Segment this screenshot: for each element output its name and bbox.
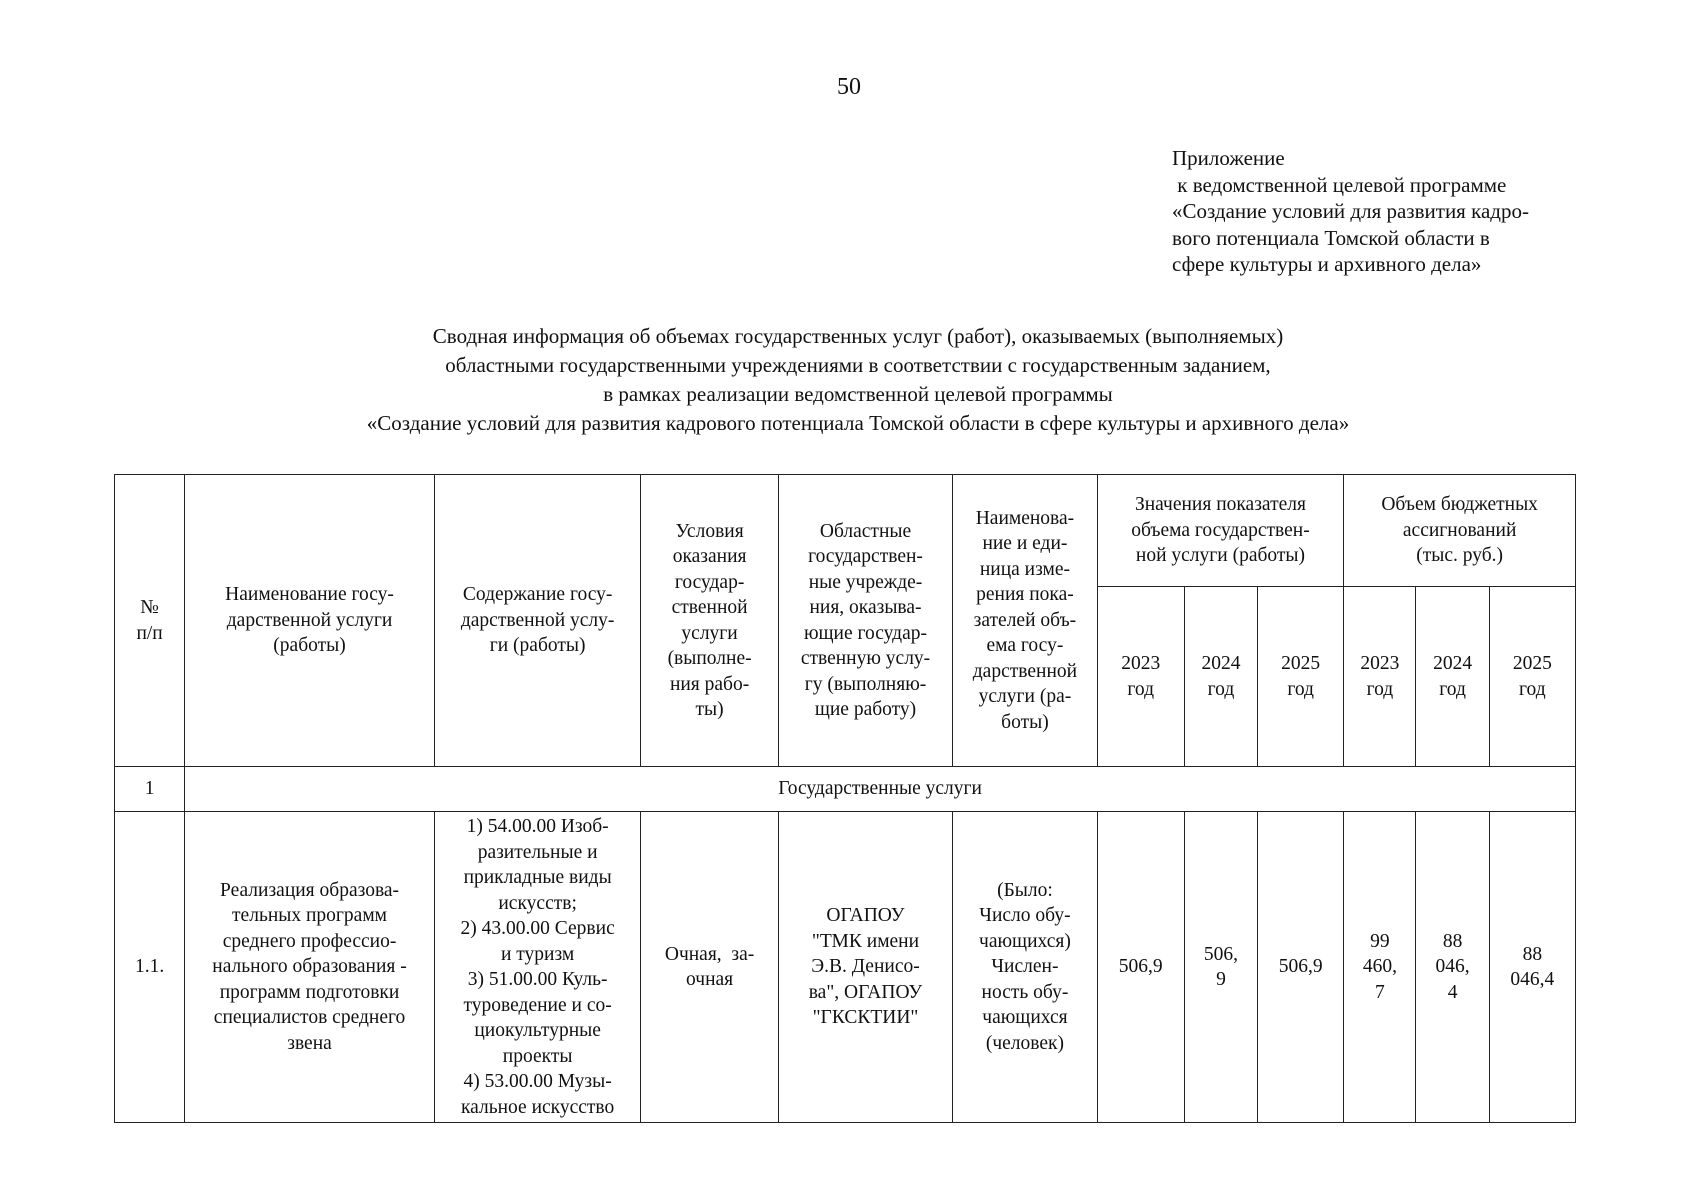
header-line: услуги: [681, 622, 738, 644]
header-line: ственную услу-: [800, 648, 931, 669]
header-line: гу (выполняю-: [804, 673, 927, 695]
cell-line: и туризм: [500, 943, 575, 965]
row-conditions: [641, 812, 778, 1123]
header-line: государ-: [674, 571, 745, 593]
header-budget: [1344, 475, 1576, 587]
year-unit: год: [1519, 678, 1546, 700]
section-title: Государственные услуги: [185, 767, 1576, 812]
appendix-note: [1172, 145, 1529, 278]
cell-line: 9: [1216, 969, 1226, 990]
appendix-line: вого потенциала Томской области в: [1172, 225, 1490, 250]
header-indicator-values: [1097, 475, 1344, 587]
header-line: Объем бюджетных: [1381, 494, 1538, 516]
appendix-line: Приложение: [1172, 146, 1285, 170]
year-value: 2024: [1433, 653, 1473, 674]
cell-line: 88: [1442, 930, 1463, 952]
header-line: ной услуги (работы): [1135, 545, 1306, 567]
title-line: «Создание условий для развития кадрового потенциала Томской области в сфере культуры и архивного дела»: [366, 411, 1350, 435]
cell-line: очная: [686, 969, 734, 990]
header-line: ные учрежде-: [808, 571, 923, 593]
year-value: 2025: [1512, 653, 1552, 674]
header-line: ющие государ-: [803, 622, 928, 644]
cell-line: 506,9: [1118, 956, 1163, 978]
cell-line: специалистов среднего: [213, 1007, 406, 1029]
header-line: п/п: [136, 622, 163, 644]
header-line: (выполне-: [667, 648, 752, 669]
row-num: 1.1.: [115, 812, 185, 1123]
header-year: [1184, 587, 1257, 767]
header-line: услуги (ра-: [978, 686, 1072, 708]
year-unit: год: [1366, 678, 1394, 700]
year-value: 2025: [1281, 653, 1321, 674]
header-line: ния рабо-: [669, 673, 750, 695]
cell-line: ОГАПОУ: [826, 905, 905, 927]
appendix-line: «Создание условий для развития кадро-: [1172, 199, 1529, 223]
header-line: ты): [695, 699, 724, 720]
section-row: [115, 767, 1576, 812]
header-line: дарственной услу-: [460, 609, 615, 631]
header-line: ассигнований: [1402, 519, 1517, 541]
header-line: дарственной: [972, 660, 1078, 682]
header-line: Значения показателя: [1134, 494, 1306, 516]
cell-line: "ТМК имени: [811, 930, 920, 952]
value-2024: [1184, 812, 1257, 1123]
header-year: [1489, 587, 1575, 767]
cell-line: чающихся: [982, 1007, 1068, 1029]
cell-line: туроведение и со-: [463, 994, 612, 1016]
cell-line: среднего профессио-: [222, 930, 397, 952]
header-line: ственной: [671, 597, 748, 618]
row-indicator: [953, 812, 1097, 1123]
header-line: ние и еди-: [982, 533, 1068, 555]
table-row: [115, 812, 1576, 1123]
header-line: ница изме-: [979, 558, 1071, 580]
cell-line: искусств;: [498, 892, 577, 914]
cell-line: (человек): [985, 1032, 1064, 1054]
cell-line: Очная, за-: [664, 943, 755, 965]
cell-line: ность обу-: [981, 981, 1069, 1003]
header-line: рения пока-: [976, 584, 1074, 606]
header-line: Содержание госу-: [462, 584, 613, 606]
cell-line: 7: [1375, 981, 1385, 1003]
cell-line: 506,9: [1278, 956, 1323, 978]
cell-line: разительные и: [477, 841, 598, 863]
header-institutions: [778, 475, 952, 767]
section-num: 1: [115, 767, 185, 812]
cell-line: 506,: [1203, 943, 1239, 965]
header-conditions: [641, 475, 778, 767]
appendix-line: к ведомственной целевой программе: [1172, 172, 1507, 197]
header-service-name: [185, 475, 435, 767]
header-line: дарственной услуги: [226, 609, 393, 631]
header-line: Областные: [819, 520, 912, 542]
value-2025: [1258, 812, 1344, 1123]
appendix-line: сфере культуры и архивного дела»: [1172, 252, 1482, 276]
header-indicator-name: [953, 475, 1097, 767]
cell-line: 046,4: [1510, 969, 1555, 990]
cell-line: 4) 53.00.00 Музы-: [463, 1071, 612, 1092]
year-unit: год: [1287, 678, 1314, 700]
document-title: [0, 322, 1698, 438]
budget-2023: [1344, 812, 1416, 1123]
header-line: Условия: [675, 520, 744, 542]
year-unit: год: [1207, 678, 1235, 700]
cell-line: чающихся): [979, 930, 1071, 952]
cell-line: Реализация образова-: [219, 879, 400, 901]
header-year: [1344, 587, 1416, 767]
year-unit: год: [1127, 678, 1155, 700]
budget-2024: [1416, 812, 1489, 1123]
header-line: ния, оказыва-: [809, 597, 922, 618]
row-service-name: [185, 812, 435, 1123]
cell-line: 88: [1522, 943, 1543, 965]
header-line: боты): [1001, 711, 1049, 733]
header-row: [115, 475, 1576, 587]
row-institutions: [778, 812, 952, 1123]
services-table: [114, 474, 1576, 1123]
cell-line: 99: [1370, 930, 1390, 952]
header-line: Наименование госу-: [225, 584, 394, 606]
header-line: государствен-: [808, 546, 923, 567]
cell-line: "ГКСКТИИ": [812, 1007, 919, 1029]
cell-line: (Было:: [997, 879, 1053, 901]
cell-line: тельных программ: [232, 905, 388, 927]
header-line: Наименова-: [975, 507, 1075, 529]
header-line: ги (работы): [489, 635, 586, 657]
cell-line: 3) 51.00.00 Куль-: [467, 969, 608, 990]
cell-line: прикладные виды: [463, 867, 612, 888]
title-line: областными государственными учреждениями в соответствии с государственным заданием,: [445, 353, 1271, 377]
year-value: 2023: [1360, 653, 1400, 674]
header-line: оказания: [672, 546, 747, 567]
header-line: №: [140, 597, 159, 618]
header-line: (тыс. руб.): [1416, 545, 1504, 567]
cell-line: 2) 43.00.00 Сервис: [460, 918, 615, 939]
budget-2025: [1489, 812, 1575, 1123]
cell-line: звена: [287, 1032, 332, 1054]
header-year: [1416, 587, 1489, 767]
header-line: щие работу): [814, 699, 917, 720]
header-service-content: [434, 475, 641, 767]
cell-line: Число обу-: [979, 905, 1071, 927]
cell-line: ва", ОГАПОУ: [808, 981, 923, 1003]
header-line: зателей объ-: [973, 609, 1077, 631]
header-num: [115, 475, 185, 767]
page-number: 50: [837, 74, 861, 100]
header-year: [1097, 587, 1184, 767]
cell-line: проекты: [502, 1045, 573, 1067]
cell-line: 046,: [1435, 956, 1470, 978]
header-line: объема государствен-: [1131, 519, 1310, 541]
cell-line: кальное искусство: [460, 1096, 615, 1118]
header-year: [1258, 587, 1344, 767]
year-unit: год: [1439, 678, 1466, 700]
cell-line: 4: [1447, 981, 1458, 1003]
cell-line: 460,: [1362, 956, 1397, 978]
cell-line: программ подготовки: [219, 981, 400, 1003]
cell-line: циокультурные: [474, 1020, 601, 1041]
year-value: 2023: [1121, 653, 1161, 674]
cell-line: нального образования -: [212, 956, 407, 978]
row-service-content: [434, 812, 641, 1123]
cell-line: Числен-: [991, 956, 1059, 978]
year-value: 2024: [1201, 653, 1241, 674]
header-line: (работы): [273, 635, 346, 657]
value-2023: [1097, 812, 1184, 1123]
header-line: ема госу-: [986, 635, 1064, 657]
title-line: в рамках реализации ведомственной целевой программы: [603, 382, 1113, 406]
cell-line: 1) 54.00.00 Изоб-: [466, 816, 609, 837]
title-line: Сводная информация об объемах государственных услуг (работ), оказываемых (выполняемых): [432, 324, 1284, 348]
cell-line: Э.В. Денисо-: [811, 956, 920, 978]
